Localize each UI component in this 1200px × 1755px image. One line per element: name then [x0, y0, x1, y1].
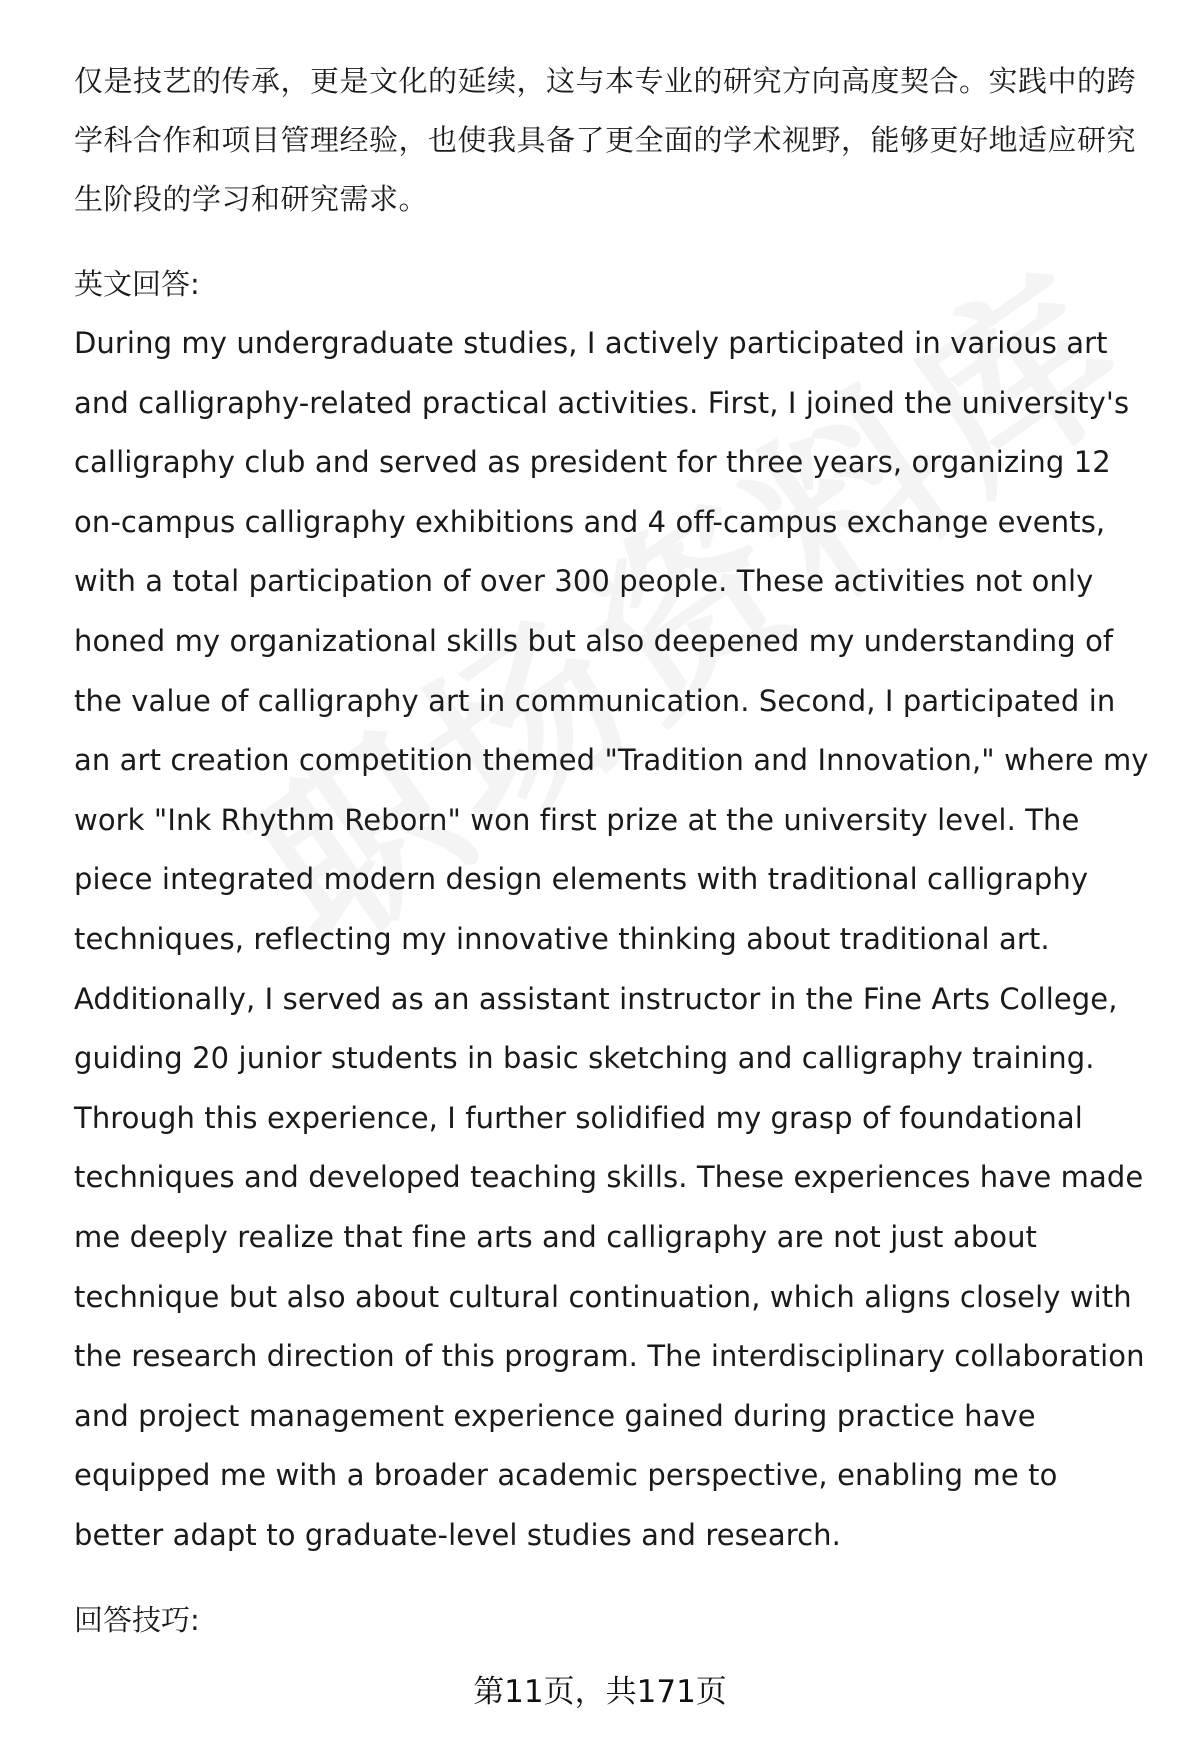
english-answer-heading: 英文回答:	[74, 267, 200, 301]
page-number: 第11页，共171页	[473, 1674, 727, 1710]
english-answer-body: During my undergraduate studies, I actively participated in various art and calligraphy-related practical activities. First, I joined the university's calligraphy club and served as president for three years, organizing 12 on-campus calligraphy exhibitions and 4 off-campus exchange events, with a total participation of over 300 people. These activities not only honed my organizational skills but also deepened my understanding of the value of calligraphy art in communication. Second, I participated in an art creation competition themed "Tradition and Innovation," where my work "Ink Rhythm Reborn" won first prize at the university level. The piece integrated modern design elements with traditional calligraphy techniques, reflecting my innovative thinking about traditional art. Additionally, I served as an assistant instructor in the Fine Arts College, guiding 20 junior students in basic sketching and calligraphy training. Through this experience, I further solidified my grasp of foundational techniques and developed teaching skills. These experiences have made me deeply realize that fine arts and calligraphy are not just about technique but also about cultural continuation, which aligns closely with the research direction of this program. The interdisciplinary collaboration and project management experience gained during practice have equipped me with a broader academic perspective, enabling me to better adapt to graduate-level studies and research.	[74, 326, 1149, 1552]
chinese-answer-continuation: 仅是技艺的传承，更是文化的延续，这与本专业的研究方向高度契合。实践中的跨学科合作和项目管理经验，也使我具备了更全面的学术视野，能够更好地适应研究生阶段的学习和研究需求。	[74, 64, 1137, 216]
answer-tips-heading: 回答技巧:	[74, 1603, 200, 1638]
document-page	[74, 52, 1154, 1650]
